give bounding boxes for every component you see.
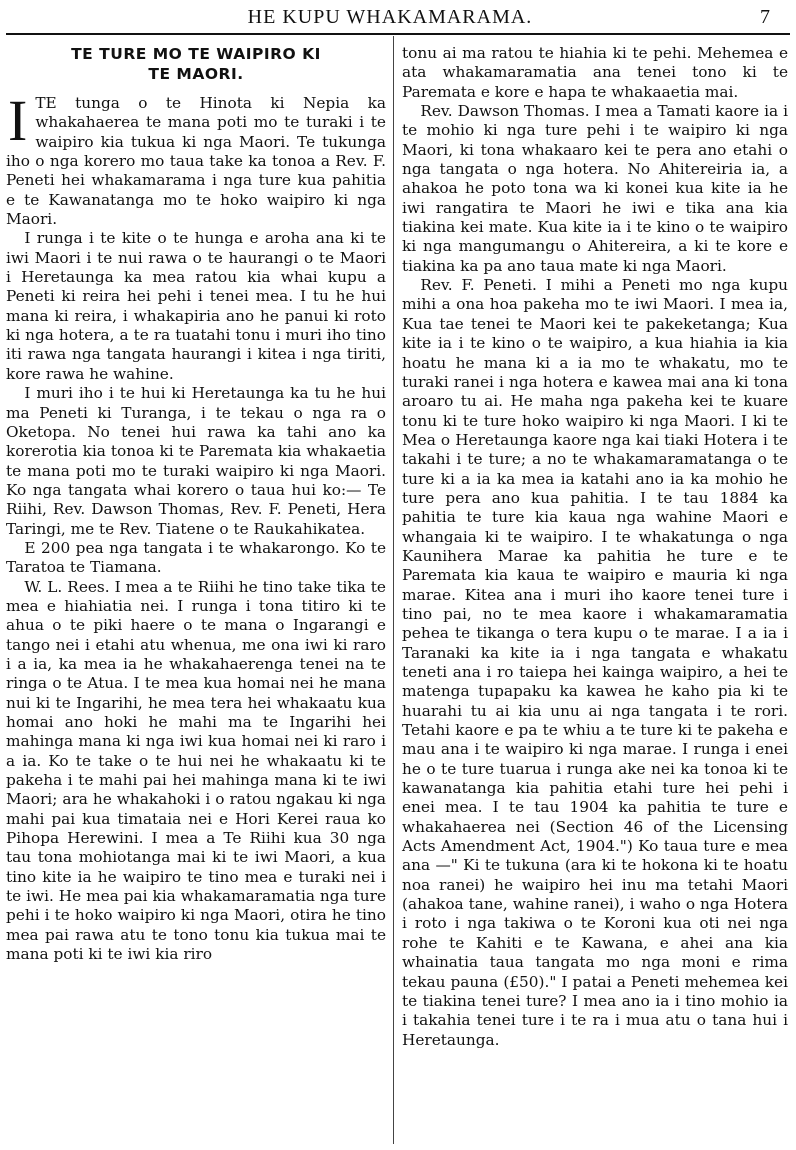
paragraph: Rev. Dawson Thomas. I mea a Tamati kaore ia i te mohio ki nga ture pehi i te waipiro ki nga Maori, ki tona whakaaro kei te pera ano etahi o nga tangata o nga hotera. No Ahitereiria ia, a ahakoa he poto tona wa ki konei kua kite ia he iwi rangatira te Maori he iwi e tika ana kia tiakina kei mate. Kua kite ia i te kino o te waipiro ki nga mangumangu o Ahitereira, a ki te kore e tiakina ka pa ano taua mate ki nga Maori.: [402, 102, 788, 275]
paragraph: tonu ai ma ratou te hiahia ki te pehi. Mehemea e ata whakamaramatia ana tenei tono ki te Paremata e kore e hapa te whakaaetia mai.: [402, 44, 788, 101]
page-header: [0, 0, 796, 34]
paragraph-text: TE tunga o te Hinota ki Nepia ka whakahaerea te mana poti mo te turaki i te waipiro kia tukua ki nga Maori. Te tukunga iho o nga korero mo taua take ka tonoa a Rev. F. Peneti hei whakamarama i nga ture kua pahitia e te Kawanatanga mo te hoko waipiro ki nga Maori.: [6, 94, 386, 229]
article-title-line2: TE MAORI.: [148, 65, 244, 83]
article-title-line1: TE TURE MO TE WAIPIRO KI: [71, 45, 321, 63]
paragraph: E 200 pea nga tangata i te whakarongo. Ko te Taratoa te Tiamana.: [6, 538, 386, 577]
running-title: HE KUPU WHAKAMARAMA.: [247, 6, 533, 28]
paragraph: I runga i te kite o te hunga e aroha ana ki te iwi Maori i te nui rawa o te haurangi o te Maori i Heretaunga ka mea ratou kia whai kupu a Peneti ki reira hei pehi i tenei mea. I tu he hui mana ki reira, i whakapiria ano he panui ki roto ki nga hotera, a te ra tuatahi tonu i muri iho tino iti rawa nga tangata haurangi i kitea i nga tiriti, kore rawa he wahine.: [6, 229, 386, 383]
drop-cap: I: [8, 88, 28, 153]
right-column: [402, 44, 788, 1050]
header-rule: [6, 33, 790, 35]
left-column: [6, 44, 386, 964]
paragraph: W. L. Rees. I mea a te Riihi he tino take tika te mea e hiahiatia nei. I runga i tona titiro ki te ahua o te piki haere o te mana o Ingarangi e tango nei i etahi atu whenua, me ona iwi ki raro i a ia, ka mea ia he whakahaerenga tenei na te ringa o te Atua. I te mea kua homai nei he mana nui ki te Ingarihi, he mea tera hei whakaatu kua homai ano hoki he mahi ma te Ingarihi hei mahinga mana ki nga iwi kua homai nei ki raro i a ia. Ko te take o te hui nei he whakaatu ki te pakeha i te mahi pai hei mahinga mana ki te iwi Maori; ara he whakahoki i o ratou ngakau ki nga mahi pai kua timataia nei e Hori Kerei raua ko Pihopa Herewini. I mea a Te Riihi kua 30 nga tau tona mohiotanga mai ki te iwi Maori, a kua tino kite ia he waipiro te tino mea e turaki nei i te iwi. He mea pai kia whakamaramatia nga ture pehi i te hoko waipiro ki nga Maori, otira he tino mea pai rawa atu te tono tonu kia tukua mai te mana poti ki te iwi kia riro: [6, 577, 386, 964]
paragraph: [6, 88, 386, 229]
paragraph: I muri iho i te hui ki Heretaunga ka tu he hui ma Peneti ki Turanga, i te tekau o nga ra o Oketopa. No tenei hui rawa ka tahi ano ka korerotia kia tonoa ki te Paremata kia whakaetia te mana poti mo te turaki waipiro ki nga Maori. Ko nga tangata whai korero o taua hui ko:— Te Riihi, Rev. Dawson Thomas, Rev. F. Peneti, Hera Taringi, me te Rev. Tiatene o te Raukahikatea.: [6, 384, 386, 538]
column-divider: [393, 36, 394, 1144]
paragraph: Rev. F. Peneti. I mihi a Peneti mo nga kupu mihi a ona hoa pakeha mo te iwi Maori. I mea ia, Kua tae tenei te Maori kei te pakeketanga; Kua kite ia i te kino o te waipiro, a kua hiahia ia kia hoatu he mana ki a ia mo te whakatu, mo te turaki ranei i nga hotera e kawea mai ana ki tona aroaro tu ai. He maha nga pakeha kei te kuare tonu ki te ture hoko waipiro ki nga Maori. I ki te Mea o Heretaunga kaore nga kai tiaki Hotera i te takahi i te ture; a no te whakamaramatanga o te ture ki a ia ka mea ia katahi ano ia ka mohio he ture pera ano kua pahitia. I te tau 1884 ka pahitia te ture kia kaua nga wahine Maori e whangaia ki te waipiro. I te whakatunga o nga Kaunihera Marae ka pahitia he ture e te Paremata kia kaua te waipiro e mauria ki nga marae. Kitea ana i muri iho kaore tenei ture i tino pai, no te mea kaore i whakamaramatia pehea te tikanga o tera kupu o te marae. I a ia i Taranaki ka kite ia i nga tangata e whakatu teneti ana i ro taiepa hei kainga waipiro, a hei te matenga tupapaku ka kawea he kaho pia ki te huarahi tu ai kia unu ai nga tangata i te rori. Tetahi kaore e pa te whiu a te ture ki te pakeha e mau ana i te waipiro ki nga marae. I runga i enei he o te ture tuarua i runga ake nei ka tonoa ki te kawanatanga kia pahitia etahi ture hei pehi i enei mea. I te tau 1904 ka pahitia te ture e whakahaerea nei (Section 46 of the Licensing Acts Amendment Act, 1904.") Ko taua ture e mea ana —" Ki te tukuna (ara ki te hokona ki te hoatu noa ranei) he waipiro hei inu ma tetahi Maori (ahakoa tane, wahine ranei), i waho o nga Hotera i roto i nga takiwa o te Koroni kua oti nei nga rohe te Kahiti e te Kawana, e ahei ana kia whainatia taua tangata mo nga moni e rima tekau pauna (£50)." I patai a Peneti mehemea kei te tiakina tenei ture? I mea ano ia i tino mohio ia i takahia tenei ture i te ra i mua atu o tana hui i Heretaunga.: [402, 276, 788, 1049]
article-title: [6, 44, 386, 84]
page-number: 7: [760, 6, 770, 28]
